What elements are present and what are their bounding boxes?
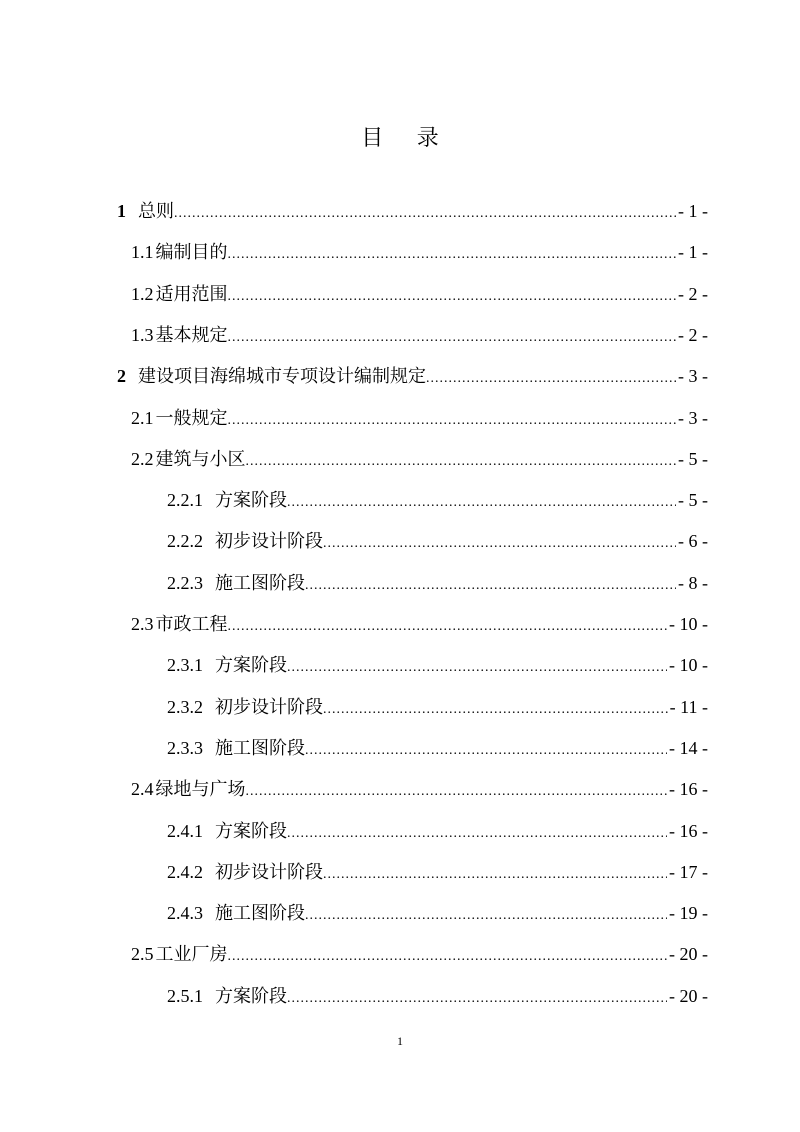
toc-entry-page: - 5 - [678, 490, 708, 511]
toc-entry-page: - 8 - [678, 572, 708, 593]
toc-entry-label: 施工图阶段 [215, 572, 305, 593]
toc-entry-number: 2.4.3 [167, 903, 203, 924]
toc-dot-leader [287, 987, 667, 1011]
toc-entry-page: - 1 - [678, 201, 708, 221]
toc-entry-page: - 20 - [669, 985, 708, 1006]
toc-entry-number: 2.5.1 [167, 985, 203, 1006]
toc-dot-leader [228, 615, 668, 639]
toc-entry-label: 编制目的 [155, 242, 228, 263]
toc-entry-page: - 17 - [669, 861, 708, 882]
toc-dot-leader [228, 243, 677, 267]
toc-entry-page: - 19 - [669, 903, 708, 924]
toc-entry-label: 绿地与广场 [155, 779, 246, 800]
toc-entry-number: 2.4 [131, 779, 154, 800]
toc-entry[interactable] [131, 774, 708, 804]
toc-entry[interactable] [117, 196, 708, 226]
page-number: 1 [397, 1034, 403, 1048]
toc-entry-label: 方案阶段 [215, 655, 287, 676]
toc-entry-page: - 1 - [678, 242, 708, 263]
toc-entry-page: - 5 - [678, 448, 708, 469]
toc-entry[interactable] [167, 568, 708, 598]
toc-dot-leader [305, 904, 667, 928]
toc-entry-number: 1.3 [131, 324, 154, 345]
toc-entry-page: - 6 - [678, 531, 708, 552]
toc-entry[interactable] [167, 733, 708, 763]
toc-entry-number: 2.2 [131, 448, 154, 469]
toc-entry[interactable] [167, 650, 708, 680]
toc-entry-number: 1.2 [131, 283, 154, 304]
toc-entry-label: 方案阶段 [215, 820, 287, 841]
toc-dot-leader [323, 532, 676, 556]
toc-entry[interactable] [131, 939, 708, 969]
toc-entry-label: 施工图阶段 [215, 903, 305, 924]
toc-entry-page: - 3 - [678, 407, 708, 428]
toc-entry[interactable] [167, 981, 708, 1011]
toc-entry-page: - 3 - [678, 366, 708, 387]
toc-entry-page: - 20 - [669, 944, 708, 965]
toc-entry-label: 工业厂房 [155, 944, 228, 965]
toc-entry[interactable] [117, 361, 708, 391]
toc-entry[interactable] [131, 279, 708, 309]
toc-dot-leader [323, 863, 667, 887]
toc-entry-label: 建筑与小区 [155, 448, 246, 469]
toc-entry-page: - 14 - [669, 737, 708, 758]
toc-entry[interactable] [167, 857, 708, 887]
toc-entry-label: 一般规定 [155, 407, 228, 428]
page-title: 目 录 [361, 125, 453, 150]
toc-entry-number: 2.3.3 [167, 737, 203, 758]
toc-dot-leader [228, 326, 677, 350]
toc-entry-number: 1 [117, 201, 126, 221]
toc-entry-page: - 2 - [678, 283, 708, 304]
toc-entry-label: 基本规定 [155, 324, 228, 345]
toc-entry[interactable] [167, 526, 708, 556]
toc-entry-label: 适用范围 [155, 283, 228, 304]
toc-entry-label: 初步设计阶段 [215, 861, 323, 882]
toc-dot-leader [228, 945, 668, 969]
toc-entry-number: 2.4.2 [167, 861, 203, 882]
toc-dot-leader [287, 491, 676, 515]
toc-entry-page: - 10 - [669, 614, 708, 634]
toc-entry-label: 初步设计阶段 [215, 531, 323, 552]
toc-entry-page: - 16 - [669, 820, 708, 841]
toc-entry-page: - 2 - [678, 324, 708, 345]
toc-entry-number: 2.4.1 [167, 820, 203, 841]
toc-dot-leader [426, 367, 676, 391]
toc-entry[interactable] [167, 816, 708, 846]
toc-dot-leader [305, 574, 676, 598]
toc-entry[interactable] [131, 609, 708, 639]
toc-dot-leader [323, 698, 668, 722]
toc-entry-number: 2.3.2 [167, 696, 203, 717]
toc-entry-number: 2.3 [131, 614, 154, 634]
toc-entry-label: 初步设计阶段 [215, 696, 323, 717]
toc-entry-label: 总则 [138, 201, 174, 221]
toc-dot-leader [228, 285, 677, 309]
toc-dot-leader [287, 656, 667, 680]
toc-entry-number: 2 [117, 366, 126, 387]
toc-dot-leader [246, 450, 677, 474]
toc-entry-number: 1.1 [131, 242, 154, 263]
toc-entry-number: 2.2.3 [167, 572, 203, 593]
toc-entry-label: 建设项目海绵城市专项设计编制规定 [138, 366, 426, 387]
toc-entry-label: 方案阶段 [215, 490, 287, 511]
toc-entry-page: - 16 - [669, 779, 708, 800]
toc-entry-number: 2.2.2 [167, 531, 203, 552]
toc-dot-leader [246, 780, 668, 804]
toc-entry-page: - 10 - [669, 655, 708, 676]
toc-entry[interactable] [131, 320, 708, 350]
toc-dot-leader [287, 822, 667, 846]
toc-entry[interactable] [167, 898, 708, 928]
toc-entry-number: 2.3.1 [167, 655, 203, 676]
toc-entry[interactable] [131, 403, 708, 433]
toc-entry-page: - 11 - [669, 696, 708, 717]
toc-entry[interactable] [131, 444, 708, 474]
toc-entry-number: 2.2.1 [167, 490, 203, 511]
toc-dot-leader [305, 739, 667, 763]
toc-entry-number: 2.5 [131, 944, 154, 965]
toc-entry[interactable] [167, 692, 708, 722]
toc-entry-label: 市政工程 [155, 614, 228, 634]
toc-entry[interactable] [131, 237, 708, 267]
toc-entry-number: 2.1 [131, 407, 154, 428]
toc-dot-leader [228, 409, 677, 433]
toc-dot-leader [174, 202, 676, 226]
toc-entry[interactable] [167, 485, 708, 515]
toc-entry-label: 施工图阶段 [215, 737, 305, 758]
toc-entry-label: 方案阶段 [215, 985, 287, 1006]
